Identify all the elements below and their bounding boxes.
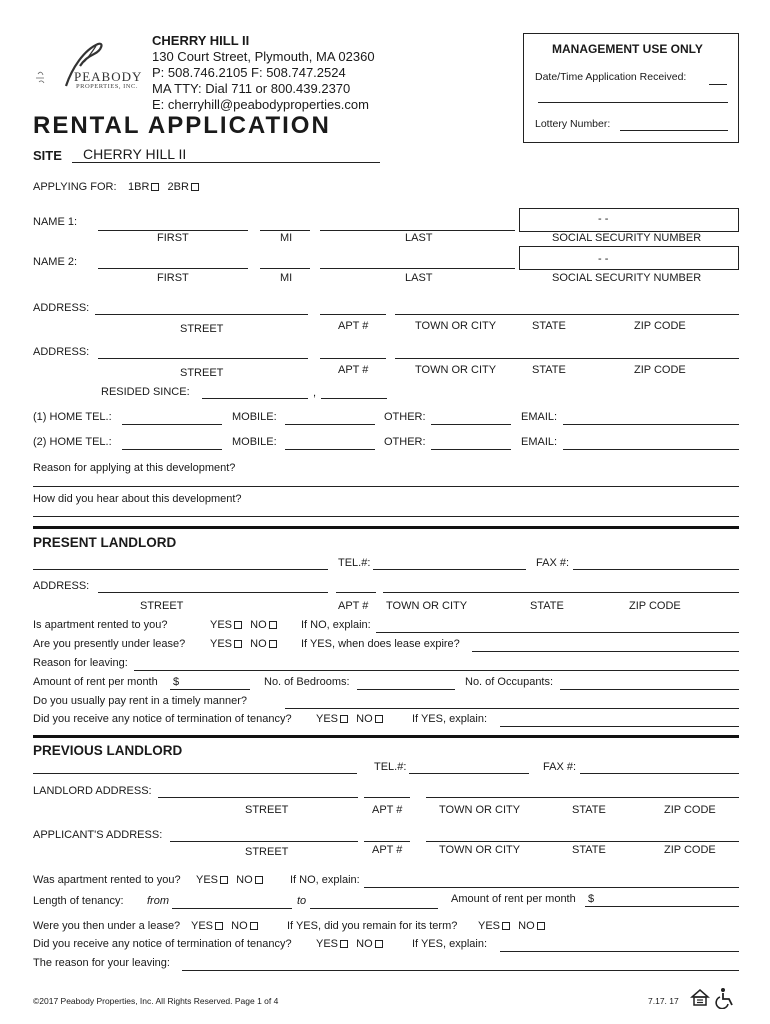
header-site-name: CHERRY HILL II xyxy=(152,33,250,48)
name1-ssn-caption: SOCIAL SECURITY NUMBER xyxy=(552,232,702,244)
how-heard-label: How did you hear about this development? xyxy=(33,493,242,505)
home-tel-2-label: (2) HOME TEL.: xyxy=(33,436,112,448)
present-tel-field[interactable] xyxy=(373,569,526,570)
landlord-address-apt-field[interactable] xyxy=(364,797,410,798)
tenancy-from: from xyxy=(147,895,169,907)
address2-street-caption: STREET xyxy=(180,367,224,379)
logo-text-main: PEABODY xyxy=(74,69,143,84)
present-fax-label: FAX #: xyxy=(536,557,570,569)
name1-mi-caption: MI xyxy=(280,232,293,244)
yes-label: YES xyxy=(210,638,233,650)
present-rent-label: Amount of rent per month xyxy=(33,676,158,688)
yes-label: YES xyxy=(478,920,501,932)
remain-term-options xyxy=(478,920,547,932)
yes-label: YES xyxy=(316,713,339,725)
name2-first-caption: FIRST xyxy=(157,272,189,284)
mobile-2-label: MOBILE: xyxy=(232,436,277,448)
yes-label: YES xyxy=(210,619,233,631)
name1-last-field[interactable] xyxy=(320,230,515,231)
landlord-address-street-field[interactable] xyxy=(158,797,358,798)
present-rented-question: Is apartment rented to you? xyxy=(33,619,168,631)
resided-since-label: RESIDED SINCE: xyxy=(101,386,190,398)
no-label: NO xyxy=(250,619,267,631)
tenancy-label: Length of tenancy: xyxy=(33,895,124,907)
yes-label: YES xyxy=(191,920,214,932)
present-termination-no-checkbox[interactable] xyxy=(375,715,383,723)
address2-apt-caption: APT # xyxy=(338,364,369,376)
applying-options xyxy=(128,181,201,193)
present-apt-field[interactable] xyxy=(336,592,376,593)
reason-applying-field[interactable] xyxy=(33,486,739,487)
present-rented-no-checkbox[interactable] xyxy=(269,621,277,629)
present-termination-if-yes: If YES, explain: xyxy=(412,713,488,725)
footer-copyright: ©2017 Peabody Properties, Inc. All Rights Reserved. Page 1 of 4 xyxy=(33,996,279,1006)
address2-label: ADDRESS: xyxy=(33,346,90,358)
home-tel-2-field[interactable] xyxy=(122,449,222,450)
equal-housing-icon xyxy=(690,988,710,1013)
mobile-1-field[interactable] xyxy=(285,424,375,425)
previous-rented-question: Was apartment rented to you? xyxy=(33,874,181,886)
timely-question: Do you usually pay rent in a timely manner? xyxy=(33,695,247,707)
no-label: NO xyxy=(356,713,373,725)
present-rented-yes-checkbox[interactable] xyxy=(234,621,242,629)
present-rent-field[interactable] xyxy=(170,689,250,690)
header-email: E: cherryhill@peabodyproperties.com xyxy=(152,97,369,112)
address1-street-caption: STREET xyxy=(180,323,224,335)
applicant-zip-caption: ZIP CODE xyxy=(664,844,716,856)
present-termination-yes-checkbox[interactable] xyxy=(340,715,348,723)
landlord-address-town-field[interactable] xyxy=(426,797,739,798)
mobile-1-label: MOBILE: xyxy=(232,411,277,423)
address1-zip-caption: ZIP CODE xyxy=(634,320,686,332)
site-label: SITE xyxy=(33,148,62,163)
lease-expire-field[interactable] xyxy=(472,651,739,652)
other-2-label: OTHER: xyxy=(384,436,426,448)
applicant-address-town-field[interactable] xyxy=(426,841,739,842)
no-label: NO xyxy=(356,938,373,950)
address1-label: ADDRESS: xyxy=(33,302,90,314)
address2-street-field[interactable] xyxy=(98,358,308,359)
previous-tel-label: TEL.#: xyxy=(374,761,407,773)
previous-fax-label: FAX #: xyxy=(543,761,577,773)
name1-label: NAME 1: xyxy=(33,216,78,228)
previous-if-no-field[interactable] xyxy=(364,887,739,888)
present-termination-question: Did you receive any notice of termination of tenancy? xyxy=(33,713,292,725)
previous-rented-no-checkbox[interactable] xyxy=(255,876,263,884)
applicant-state-caption: STATE xyxy=(572,844,606,856)
name2-ssn-caption: SOCIAL SECURITY NUMBER xyxy=(552,272,702,284)
previous-rent-field[interactable] xyxy=(585,906,739,907)
email-2-label: EMAIL: xyxy=(521,436,558,448)
present-if-no-label: If NO, explain: xyxy=(301,619,371,631)
previous-lease-options xyxy=(191,920,260,932)
previous-termination-field[interactable] xyxy=(500,951,739,952)
present-if-no-field[interactable] xyxy=(376,632,739,633)
no-label: NO xyxy=(518,920,535,932)
present-reason-leaving-field[interactable] xyxy=(134,670,739,671)
name2-label: NAME 2: xyxy=(33,256,78,268)
address1-street-field[interactable] xyxy=(95,314,308,315)
present-termination-field[interactable] xyxy=(500,726,739,727)
previous-landlord-name-field[interactable] xyxy=(33,773,357,774)
option-1br-label: 1BR xyxy=(128,181,150,193)
name2-mi-field[interactable] xyxy=(260,268,310,269)
previous-lease-question: Were you then under a lease? xyxy=(33,920,181,932)
address2-town-field[interactable] xyxy=(395,358,739,359)
management-box xyxy=(523,33,739,143)
address1-apt-caption: APT # xyxy=(338,320,369,332)
received-field-2[interactable] xyxy=(538,102,728,103)
present-lease-yes-checkbox[interactable] xyxy=(234,640,242,648)
name1-first-caption: FIRST xyxy=(157,232,189,244)
previous-fax-field[interactable] xyxy=(580,773,739,774)
logo-text-sub: PROPERTIES, INC. xyxy=(76,83,138,90)
email-1-label: EMAIL: xyxy=(521,411,558,423)
previous-lease-no-checkbox[interactable] xyxy=(250,922,258,930)
name2-ssn-box[interactable] xyxy=(519,246,739,270)
name2-first-field[interactable] xyxy=(98,268,248,269)
landlord-apt-caption: APT # xyxy=(372,804,403,816)
footer-version: 7.17. 17 xyxy=(648,996,679,1006)
tenancy-to: to xyxy=(297,895,307,907)
present-street-caption: STREET xyxy=(140,600,184,612)
present-street-field[interactable] xyxy=(98,592,328,593)
previous-termination-question: Did you receive any notice of termination of tenancy? xyxy=(33,938,292,950)
management-title: MANAGEMENT USE ONLY xyxy=(552,42,703,56)
previous-termination-no-checkbox[interactable] xyxy=(375,940,383,948)
present-state-caption: STATE xyxy=(530,600,564,612)
applying-label: APPLYING FOR: xyxy=(33,181,117,193)
address2-zip-caption: ZIP CODE xyxy=(634,364,686,376)
applicant-address-label: APPLICANT'S ADDRESS: xyxy=(33,829,163,841)
previous-termination-yes-checkbox[interactable] xyxy=(340,940,348,948)
name2-last-caption: LAST xyxy=(405,272,433,284)
present-tel-label: TEL.#: xyxy=(338,557,371,569)
address1-apt-field[interactable] xyxy=(320,314,386,315)
mobile-2-field[interactable] xyxy=(285,449,375,450)
email-2-field[interactable] xyxy=(563,449,739,450)
previous-reason-leaving-label: The reason for your leaving: xyxy=(33,957,170,969)
accessibility-icon xyxy=(714,987,736,1014)
previous-landlord-divider xyxy=(33,735,739,738)
home-tel-1-field[interactable] xyxy=(122,424,222,425)
bedrooms-field[interactable] xyxy=(357,689,455,690)
name1-mi-field[interactable] xyxy=(260,230,310,231)
name1-first-field[interactable] xyxy=(98,230,248,231)
previous-rented-yes-checkbox[interactable] xyxy=(220,876,228,884)
name1-ssn-box[interactable] xyxy=(519,208,739,232)
landlord-state-caption: STATE xyxy=(572,804,606,816)
applicant-town-caption: TOWN OR CITY xyxy=(439,844,521,856)
previous-termination-options xyxy=(316,938,385,950)
name1-ssn-dashes: - - xyxy=(598,213,609,225)
present-landlord-title: PRESENT LANDLORD xyxy=(33,535,177,550)
yes-label: YES xyxy=(316,938,339,950)
timely-field[interactable] xyxy=(285,708,739,709)
address2-state-caption: STATE xyxy=(532,364,566,376)
remain-term-label: If YES, did you remain for its term? xyxy=(287,920,458,932)
how-heard-field[interactable] xyxy=(33,516,739,517)
name2-last-field[interactable] xyxy=(320,268,515,269)
landlord-town-caption: TOWN OR CITY xyxy=(439,804,521,816)
landlord-address-label: LANDLORD ADDRESS: xyxy=(33,785,152,797)
applicant-apt-caption: APT # xyxy=(372,844,403,856)
previous-if-no-label: If NO, explain: xyxy=(290,874,360,886)
present-rented-options xyxy=(210,619,279,631)
previous-reason-leaving-field[interactable] xyxy=(182,970,739,971)
previous-rent-label: Amount of rent per month xyxy=(451,893,576,905)
no-label: NO xyxy=(231,920,248,932)
home-tel-1-label: (1) HOME TEL.: xyxy=(33,411,112,423)
bedrooms-label: No. of Bedrooms: xyxy=(264,676,350,688)
address2-town-caption: TOWN OR CITY xyxy=(415,364,497,376)
header-address: 130 Court Street, Plymouth, MA 02360 xyxy=(152,49,375,64)
reason-applying-label: Reason for applying at this development? xyxy=(33,462,236,474)
previous-lease-yes-checkbox[interactable] xyxy=(215,922,223,930)
present-address-label: ADDRESS: xyxy=(33,580,90,592)
page-title: RENTAL APPLICATION xyxy=(33,112,331,139)
previous-rented-options xyxy=(196,874,265,886)
lease-expire-label: If YES, when does lease expire? xyxy=(301,638,460,650)
present-zip-caption: ZIP CODE xyxy=(629,600,681,612)
present-fax-field[interactable] xyxy=(573,569,739,570)
yes-label: YES xyxy=(196,874,219,886)
present-rent-dollar: $ xyxy=(173,676,180,688)
received-label: Date/Time Application Received: xyxy=(535,71,687,83)
no-label: NO xyxy=(250,638,267,650)
previous-rent-dollar: $ xyxy=(588,893,595,905)
present-lease-options xyxy=(210,638,279,650)
present-lease-no-checkbox[interactable] xyxy=(269,640,277,648)
other-1-field[interactable] xyxy=(431,424,511,425)
site-value: CHERRY HILL II xyxy=(83,146,187,162)
lottery-field[interactable] xyxy=(620,130,728,131)
checkbox-2br[interactable] xyxy=(191,183,199,191)
option-2br-label: 2BR xyxy=(167,181,189,193)
resided-since-field-1[interactable] xyxy=(202,398,308,399)
remain-term-no-checkbox[interactable] xyxy=(537,922,545,930)
no-label: NO xyxy=(236,874,253,886)
site-field[interactable] xyxy=(72,162,380,163)
email-1-field[interactable] xyxy=(563,424,739,425)
present-town-caption: TOWN OR CITY xyxy=(386,600,468,612)
received-field-1[interactable] xyxy=(709,84,727,85)
present-lease-question: Are you presently under lease? xyxy=(33,638,186,650)
other-1-label: OTHER: xyxy=(384,411,426,423)
tenancy-to-field[interactable] xyxy=(310,908,438,909)
address1-town-field[interactable] xyxy=(395,314,739,315)
occupants-field[interactable] xyxy=(560,689,739,690)
applicant-address-apt-field[interactable] xyxy=(364,841,410,842)
present-apt-caption: APT # xyxy=(338,600,369,612)
address1-town-caption: TOWN OR CITY xyxy=(415,320,497,332)
present-landlord-name-field[interactable] xyxy=(33,569,328,570)
present-termination-options xyxy=(316,713,385,725)
header-phone-fax: P: 508.746.2105 F: 508.747.2524 xyxy=(152,65,346,80)
name2-ssn-dashes: - - xyxy=(598,253,609,265)
present-reason-leaving-label: Reason for leaving: xyxy=(33,657,128,669)
resided-comma: , xyxy=(313,387,317,399)
applicant-address-street-field[interactable] xyxy=(170,841,358,842)
occupants-label: No. of Occupants: xyxy=(465,676,554,688)
name2-mi-caption: MI xyxy=(280,272,293,284)
present-town-field[interactable] xyxy=(383,592,739,593)
landlord-street-caption: STREET xyxy=(245,804,289,816)
tenancy-from-field[interactable] xyxy=(172,908,292,909)
address2-apt-field[interactable] xyxy=(320,358,386,359)
present-landlord-divider xyxy=(33,526,739,529)
checkbox-1br[interactable] xyxy=(151,183,159,191)
landlord-zip-caption: ZIP CODE xyxy=(664,804,716,816)
previous-tel-field[interactable] xyxy=(409,773,529,774)
address1-state-caption: STATE xyxy=(532,320,566,332)
name1-last-caption: LAST xyxy=(405,232,433,244)
other-2-field[interactable] xyxy=(431,449,511,450)
remain-term-yes-checkbox[interactable] xyxy=(502,922,510,930)
header-tty: MA TTY: Dial 711 or 800.439.2370 xyxy=(152,81,351,96)
previous-termination-if-yes: If YES, explain: xyxy=(412,938,488,950)
applicant-street-caption: STREET xyxy=(245,846,289,858)
resided-since-field-2[interactable] xyxy=(321,398,387,399)
previous-landlord-title: PREVIOUS LANDLORD xyxy=(33,743,183,758)
company-logo xyxy=(32,38,144,98)
lottery-label: Lottery Number: xyxy=(535,118,611,130)
